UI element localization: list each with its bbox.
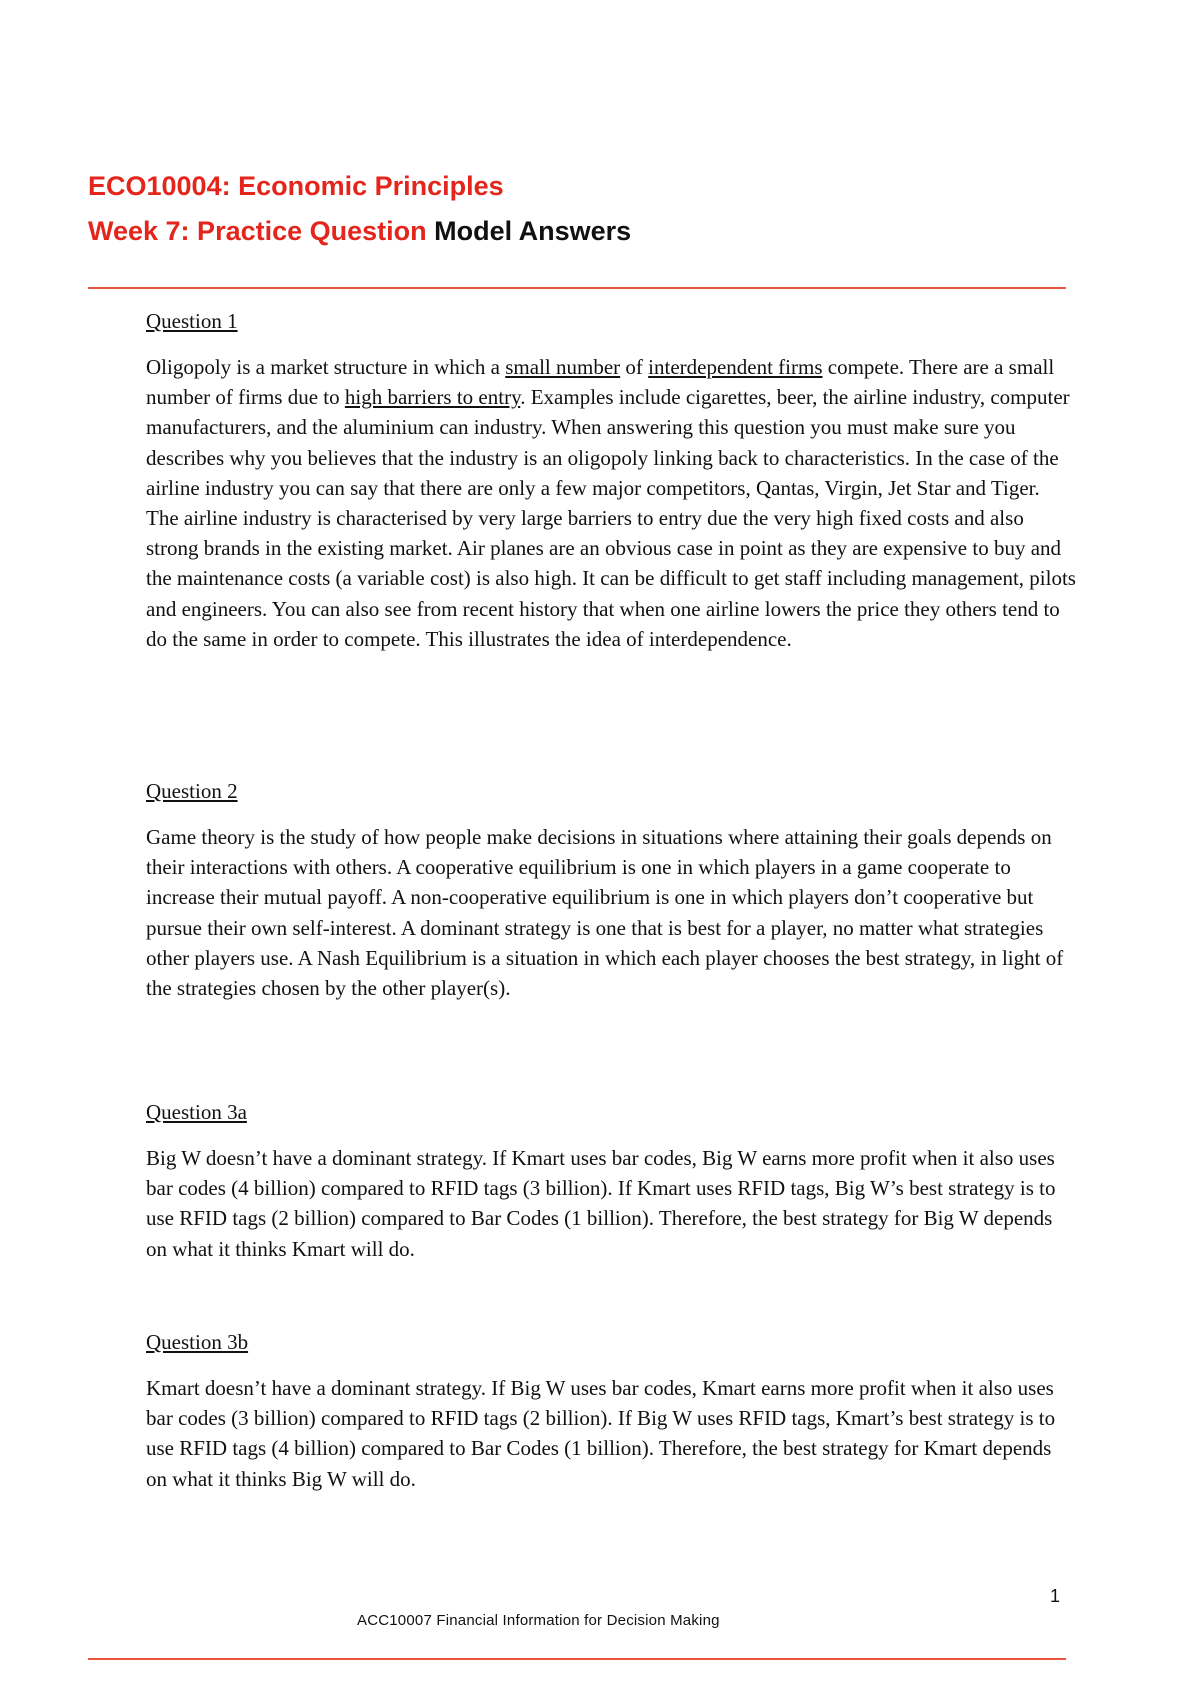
footer-course-name: ACC10007 Financial Information for Decision Making <box>357 1612 720 1629</box>
week-title-red: Week 7: Practice Question <box>88 216 427 246</box>
footer-divider <box>88 1658 1066 1660</box>
question-1-body <box>146 352 1076 654</box>
week-title-model-answers: Model Answers <box>426 216 632 246</box>
question-3b-section <box>146 1327 1076 1494</box>
q1-term-interdependent-firms: interdependent firms <box>648 355 823 379</box>
q1-intro-1: Oligopoly is a market structure in which a <box>146 355 506 379</box>
q1-rest: . Examples include cigarettes, beer, the airline industry, computer manufacturers, and the aluminium can industry. When answering this question you must make sure you describes why you believes that the industry is an oligopoly linking back to characteristics. In the case of the airline industry you can say that there are only a few major competitors, Qantas, Virgin, Jet Star and Tiger. The airline industry is characterised by very large barriers to entry due the very high fixed costs and also strong brands in the existing market. Air planes are an obvious case in point as they are expensive to buy and the maintenance costs (a variable cost) is also high. It can be difficult to get staff including management, pilots and engineers. You can also see from recent history that when one airline lowers the price they others tend to do the same in order to compete. This illustrates the idea of interdependence. <box>146 385 1076 651</box>
page-number: 1 <box>1050 1586 1061 1606</box>
question-3a-body: Big W doesn’t have a dominant strategy. If Kmart uses bar codes, Big W earns more profit when it also uses bar codes (4 billion) compared to RFID tags (3 billion). If Kmart uses RFID tags, Big W’s best strategy is to use RFID tags (2 billion) compared to Bar Codes (1 billion). Therefore, the best strategy for Big W depends on what it thinks Kmart will do. <box>146 1146 1056 1261</box>
question-2-section <box>146 776 1076 1003</box>
question-3b-body: Kmart doesn’t have a dominant strategy. If Big W uses bar codes, Kmart earns more profit when it also uses bar codes (3 billion) compared to RFID tags (2 billion). If Big W uses RFID tags, Kmart’s best strategy is to use RFID tags (4 billion) compared to Bar Codes (1 billion). Therefore, the best strategy for Kmart depends on what it thinks Big W will do. <box>146 1376 1056 1491</box>
q1-term-small-number: small number <box>505 355 621 379</box>
question-2-body: Game theory is the study of how people make decisions in situations where attaining their goals depends on their interactions with others. A cooperative equilibrium is one in which players in a game cooperate to increase their mutual payoff. A non-cooperative equilibrium is one in which players don’t cooperative but pursue their own self-interest. A dominant strategy is one that is best for a player, no matter what strategies other players use. A Nash Equilibrium is a situation in which each player chooses the best strategy, in light of the strategies chosen by the other player(s). <box>146 825 1064 1001</box>
question-1-section <box>146 306 1076 654</box>
header-divider <box>88 287 1066 289</box>
question-3a-section <box>146 1097 1076 1264</box>
question-1-heading: Question 1 <box>146 309 238 333</box>
q1-term-barriers: high barriers to entry <box>344 385 521 410</box>
question-3b-heading: Question 3b <box>146 1330 249 1354</box>
question-3a-heading: Question 3a <box>146 1100 247 1124</box>
q1-intro-2: of <box>620 355 649 379</box>
week-title <box>88 215 631 247</box>
question-2-heading: Question 2 <box>146 779 238 803</box>
q1-intro-3: compete. There are a small number of firms due to <box>146 355 1055 410</box>
course-title: ECO10004: Economic Principles <box>88 171 504 201</box>
